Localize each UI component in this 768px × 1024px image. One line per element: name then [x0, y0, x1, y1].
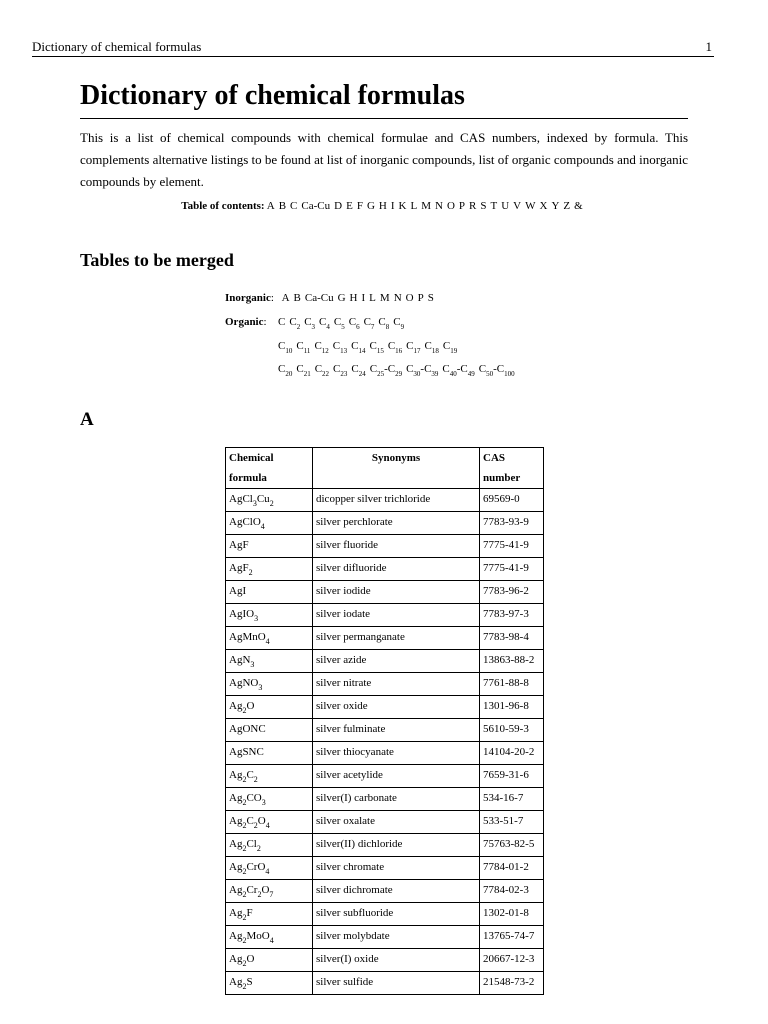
- inorganic-link[interactable]: M: [379, 292, 390, 304]
- organic-link[interactable]: $C_{16}$: [387, 340, 403, 355]
- cell-formula: $Ag_2CO_3$: [226, 788, 313, 811]
- organic-link[interactable]: $C_{23}$: [333, 363, 348, 378]
- inorganic-link[interactable]: A: [281, 292, 290, 304]
- cell-cas: 534-16-7: [480, 788, 544, 811]
- cell-cas: 7775-41-9: [480, 535, 544, 558]
- organic-link[interactable]: $C_{50}-C_{100}$: [478, 363, 515, 378]
- table-row: [226, 558, 544, 581]
- organic-link[interactable]: $C_{19}$: [442, 340, 458, 355]
- cell-cas: 7783-97-3: [480, 604, 544, 627]
- organic-link[interactable]: $C_{12}$: [314, 340, 329, 355]
- organic-link[interactable]: $C_{25}-C_{29}$: [369, 363, 403, 378]
- chemical-formula-table: [225, 447, 544, 995]
- inorganic-link[interactable]: O: [405, 292, 414, 304]
- cell-cas: 69569-0: [480, 489, 544, 512]
- cell-cas: 7761-88-8: [480, 673, 544, 696]
- toc-link[interactable]: Ca-Cu: [301, 200, 331, 212]
- cell-formula: AgNO$_3$: [226, 673, 313, 696]
- inorganic-link[interactable]: B: [293, 292, 301, 304]
- cell-synonym[interactable]: silver iodate: [313, 604, 480, 627]
- inorganic-link[interactable]: H: [349, 292, 358, 304]
- inorganic-link[interactable]: L: [369, 292, 376, 304]
- page-title: Dictionary of chemical formulas: [80, 78, 688, 119]
- cell-synonym[interactable]: silver fulminate: [313, 719, 480, 742]
- table-row: [226, 880, 544, 903]
- table-row: [226, 903, 544, 926]
- cell-cas: 13765-74-7: [480, 926, 544, 949]
- toc-link[interactable]: R: [469, 200, 477, 212]
- table-row: [226, 834, 544, 857]
- cell-formula: AgI: [226, 581, 313, 604]
- cell-formula: $Ag_2MoO_4$: [226, 926, 313, 949]
- cell-cas: 13863-88-2: [480, 650, 544, 673]
- cell-synonym[interactable]: silver nitrate: [313, 673, 480, 696]
- toc-link[interactable]: G: [366, 200, 375, 212]
- table-header-row: [226, 448, 544, 489]
- organic-link[interactable]: C: [278, 316, 286, 328]
- organic-link[interactable]: $C_2$: [289, 316, 301, 331]
- cell-cas: 7783-93-9: [480, 512, 544, 535]
- cell-formula: AgIO$_3$: [226, 604, 313, 627]
- cell-cas: 7783-96-2: [480, 581, 544, 604]
- organic-link[interactable]: $C_8$: [378, 316, 390, 331]
- cell-cas: 21548-73-2: [480, 972, 544, 995]
- table-row: [226, 949, 544, 972]
- toc-link[interactable]: B: [278, 200, 287, 212]
- cell-cas: 14104-20-2: [480, 742, 544, 765]
- table-row: [226, 811, 544, 834]
- cell-synonym[interactable]: silver perchlorate: [313, 512, 480, 535]
- toc-link[interactable]: U: [501, 200, 510, 212]
- toc-link[interactable]: T: [490, 200, 498, 212]
- toc-link[interactable]: K: [398, 200, 407, 212]
- cell-formula: $AgCl_3Cu_2$: [226, 489, 313, 512]
- cell-formula: AgF$_2$: [226, 558, 313, 581]
- cell-cas: 5610-59-3: [480, 719, 544, 742]
- toc-link[interactable]: H: [378, 200, 387, 212]
- cell-formula: $Ag_2C_2O_4$: [226, 811, 313, 834]
- toc-label: Table of contents:: [181, 200, 265, 212]
- cell-synonym[interactable]: silver(II) dichloride: [313, 834, 480, 857]
- cell-synonym[interactable]: silver iodide: [313, 581, 480, 604]
- toc-links: [267, 200, 587, 212]
- inorganic-link[interactable]: P: [417, 292, 424, 304]
- cell-formula: $Ag_2Cr_2O_7$: [226, 880, 313, 903]
- toc-link[interactable]: X: [539, 200, 548, 212]
- cell-formula: $Ag_2O$: [226, 696, 313, 719]
- cell-synonym[interactable]: silver molybdate: [313, 926, 480, 949]
- toc-link[interactable]: S: [480, 200, 487, 212]
- organic-link[interactable]: $C_{20}$: [278, 363, 293, 378]
- organic-link[interactable]: $C_4$: [319, 316, 330, 331]
- inorganic-link[interactable]: I: [361, 292, 366, 304]
- table-row: [226, 765, 544, 788]
- toc-link[interactable]: C: [290, 200, 298, 212]
- toc-link[interactable]: P: [458, 200, 466, 212]
- toc-link[interactable]: A: [266, 200, 275, 212]
- table-row: [226, 972, 544, 995]
- toc-link[interactable]: F: [356, 200, 363, 212]
- table-row: [226, 650, 544, 673]
- running-header: [32, 37, 714, 57]
- cell-cas: 75763-82-5: [480, 834, 544, 857]
- organic-nav-label-row: [225, 315, 267, 329]
- cell-formula: AgMnO$_4$: [226, 627, 313, 650]
- toc-link[interactable]: M: [421, 200, 431, 212]
- inorganic-link[interactable]: S: [427, 292, 434, 304]
- organic-link[interactable]: $C_{15}$: [369, 340, 384, 355]
- cell-cas: 20667-12-3: [480, 949, 544, 972]
- cell-formula: AgF: [226, 535, 313, 558]
- cell-synonym[interactable]: silver sulfide: [313, 972, 480, 995]
- table-row: [226, 788, 544, 811]
- table-row: [226, 627, 544, 650]
- cell-synonym[interactable]: silver acetylide: [313, 765, 480, 788]
- table-row: [226, 926, 544, 949]
- cell-cas: 7784-02-3: [480, 880, 544, 903]
- cell-formula: $Ag_2CrO_4$: [226, 857, 313, 880]
- cell-cas: 7659-31-6: [480, 765, 544, 788]
- page-number: 1: [705, 39, 712, 54]
- cell-synonym[interactable]: silver fluoride: [313, 535, 480, 558]
- cell-synonym[interactable]: silver permanganate: [313, 627, 480, 650]
- cell-formula: AgSNC: [226, 742, 313, 765]
- cell-formula: $Ag_2S$: [226, 972, 313, 995]
- column-header-cas: CAS number: [480, 448, 544, 489]
- toc-link[interactable]: Z: [563, 200, 571, 212]
- cell-cas: 1302-01-8: [480, 903, 544, 926]
- cell-formula: AgN$_3$: [226, 650, 313, 673]
- cell-synonym[interactable]: silver difluoride: [313, 558, 480, 581]
- table-row: [226, 604, 544, 627]
- organic-link[interactable]: $C_5$: [333, 316, 345, 331]
- cell-synonym[interactable]: silver thiocyanate: [313, 742, 480, 765]
- organic-link[interactable]: $C_9$: [393, 316, 405, 331]
- cell-cas: 7775-41-9: [480, 558, 544, 581]
- organic-nav-row-3: [278, 362, 519, 376]
- organic-link[interactable]: $C_{22}$: [314, 363, 330, 378]
- tables-heading: Tables to be merged: [80, 250, 234, 270]
- cell-cas: 533-51-7: [480, 811, 544, 834]
- toc-link[interactable]: N: [434, 200, 443, 212]
- toc-link[interactable]: E: [346, 200, 353, 212]
- toc-link[interactable]: I: [390, 200, 395, 212]
- organic-link[interactable]: $C_3$: [304, 316, 316, 331]
- cell-cas: 7784-01-2: [480, 857, 544, 880]
- inorganic-label-colon: :: [270, 292, 280, 304]
- organic-link[interactable]: $C_{14}$: [351, 340, 366, 355]
- cell-formula: $Ag_2Cl_2$: [226, 834, 313, 857]
- table-row: [226, 489, 544, 512]
- table-of-contents: [80, 199, 688, 213]
- cell-cas: 1301-96-8: [480, 696, 544, 719]
- toc-link[interactable]: &: [574, 200, 583, 212]
- table-row: [226, 742, 544, 765]
- organic-link[interactable]: $C_6$: [348, 316, 360, 331]
- cell-formula: $Ag_2F$: [226, 903, 313, 926]
- organic-link[interactable]: $C_{21}$: [296, 363, 311, 378]
- organic-link[interactable]: $C_{17}$: [406, 340, 421, 355]
- table-body: [226, 489, 544, 995]
- table-row: [226, 581, 544, 604]
- organic-link[interactable]: $C_{13}$: [332, 340, 348, 355]
- cell-synonym[interactable]: silver dichromate: [313, 880, 480, 903]
- toc-link[interactable]: W: [525, 200, 536, 212]
- organic-link[interactable]: $C_{18}$: [424, 340, 439, 355]
- cell-cas: 7783-98-4: [480, 627, 544, 650]
- column-header-formula: Chemical formula: [226, 448, 313, 489]
- cell-synonym[interactable]: silver(I) carbonate: [313, 788, 480, 811]
- column-header-synonyms: Synonyms: [313, 448, 480, 489]
- cell-formula: AgClO$_4$: [226, 512, 313, 535]
- section-a-heading: A: [80, 409, 94, 430]
- inorganic-nav: [225, 291, 438, 305]
- toc-link[interactable]: L: [410, 200, 418, 212]
- intro-paragraph: This is a list of chemical compounds with chemical formulae and CAS numbers, indexed by formula. This complements alternative listings to be found at list of inorganic compounds, list of organic compounds and inorganic compounds by element.: [80, 130, 688, 189]
- organic-link[interactable]: $C_{10}$: [278, 340, 293, 355]
- toc-link[interactable]: V: [513, 200, 522, 212]
- organic-link[interactable]: $C_7$: [363, 316, 375, 331]
- inorganic-link[interactable]: Ca-Cu: [304, 292, 334, 304]
- table-row: [226, 719, 544, 742]
- inorganic-links: [282, 292, 438, 304]
- cell-synonym[interactable]: silver(I) oxide: [313, 949, 480, 972]
- cell-synonym[interactable]: silver azide: [313, 650, 480, 673]
- table-row: [226, 535, 544, 558]
- organic-link[interactable]: $C_{40}-C_{49}$: [442, 363, 475, 378]
- toc-link[interactable]: Y: [551, 200, 560, 212]
- inorganic-link[interactable]: N: [393, 292, 402, 304]
- table-row: [226, 696, 544, 719]
- organic-nav-row-2: [278, 339, 461, 353]
- cell-synonym[interactable]: silver oxalate: [313, 811, 480, 834]
- cell-formula: $Ag_2C_2$: [226, 765, 313, 788]
- toc-link[interactable]: O: [446, 200, 455, 212]
- inorganic-label: Inorganic: [225, 292, 271, 304]
- organic-label-colon: :: [263, 316, 267, 328]
- table-row: [226, 673, 544, 696]
- organic-link[interactable]: $C_{24}$: [351, 363, 366, 378]
- cell-synonym[interactable]: silver chromate: [313, 857, 480, 880]
- inorganic-link[interactable]: G: [337, 292, 346, 304]
- cell-synonym[interactable]: silver subfluoride: [313, 903, 480, 926]
- cell-synonym[interactable]: silver oxide: [313, 696, 480, 719]
- cell-formula: $Ag_2O$: [226, 949, 313, 972]
- running-header-title: Dictionary of chemical formulas: [32, 39, 202, 54]
- organic-label: Organic: [225, 316, 264, 328]
- cell-formula: AgONC: [226, 719, 313, 742]
- cell-synonym[interactable]: dicopper silver trichloride: [313, 489, 480, 512]
- organic-link[interactable]: $C_{11}$: [296, 340, 311, 355]
- toc-link[interactable]: D: [334, 200, 343, 212]
- table-row: [226, 512, 544, 535]
- table-row: [226, 857, 544, 880]
- organic-link[interactable]: $C_{30}-C_{39}$: [406, 363, 439, 378]
- organic-nav-row-1: [278, 315, 408, 329]
